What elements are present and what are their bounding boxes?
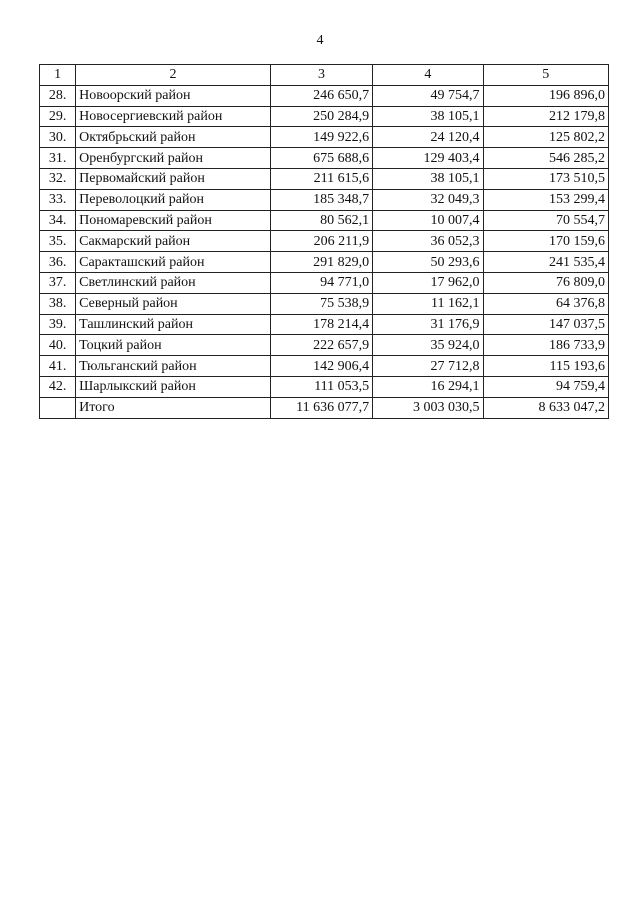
table-row — [40, 168, 609, 189]
value-col4: 31 176,9 — [373, 314, 483, 335]
value-col4: 129 403,4 — [373, 148, 483, 169]
total-district-name: Итого — [76, 397, 271, 418]
district-name: Переволоцкий район — [76, 189, 271, 210]
district-name: Тюльганский район — [76, 356, 271, 377]
value-col4: 38 105,1 — [373, 106, 483, 127]
row-number: 29. — [40, 106, 76, 127]
value-col3: 222 657,9 — [270, 335, 372, 356]
district-name: Северный район — [76, 293, 271, 314]
header-row — [40, 65, 609, 86]
value-col5: 70 554,7 — [483, 210, 608, 231]
table-row — [40, 356, 609, 377]
value-col3: 250 284,9 — [270, 106, 372, 127]
value-col5: 94 759,4 — [483, 376, 608, 397]
value-col4: 17 962,0 — [373, 272, 483, 293]
value-col3: 675 688,6 — [270, 148, 372, 169]
row-number: 39. — [40, 314, 76, 335]
row-number: 31. — [40, 148, 76, 169]
district-name: Новосергиевский район — [76, 106, 271, 127]
table-row — [40, 376, 609, 397]
total-value-col4: 3 003 030,5 — [373, 397, 483, 418]
district-name: Оренбургский район — [76, 148, 271, 169]
table-row — [40, 252, 609, 273]
header-cell-5: 5 — [483, 65, 608, 86]
value-col4: 35 924,0 — [373, 335, 483, 356]
row-number: 40. — [40, 335, 76, 356]
header-cell-1: 1 — [40, 65, 76, 86]
row-number: 28. — [40, 85, 76, 106]
value-col4: 36 052,3 — [373, 231, 483, 252]
value-col3: 149 922,6 — [270, 127, 372, 148]
row-number: 36. — [40, 252, 76, 273]
district-name: Ташлинский район — [76, 314, 271, 335]
table-row — [40, 189, 609, 210]
value-col3: 94 771,0 — [270, 272, 372, 293]
row-number: 32. — [40, 168, 76, 189]
value-col4: 38 105,1 — [373, 168, 483, 189]
row-number: 41. — [40, 356, 76, 377]
value-col3: 80 562,1 — [270, 210, 372, 231]
value-col3: 142 906,4 — [270, 356, 372, 377]
value-col5: 186 733,9 — [483, 335, 608, 356]
table-row — [40, 231, 609, 252]
header-cell-2: 2 — [76, 65, 271, 86]
value-col4: 10 007,4 — [373, 210, 483, 231]
value-col3: 291 829,0 — [270, 252, 372, 273]
table-row — [40, 85, 609, 106]
value-col5: 241 535,4 — [483, 252, 608, 273]
table-row — [40, 293, 609, 314]
value-col5: 64 376,8 — [483, 293, 608, 314]
value-col3: 185 348,7 — [270, 189, 372, 210]
value-col5: 212 179,8 — [483, 106, 608, 127]
row-number: 33. — [40, 189, 76, 210]
table-row — [40, 127, 609, 148]
value-col5: 173 510,5 — [483, 168, 608, 189]
value-col3: 206 211,9 — [270, 231, 372, 252]
total-row — [40, 397, 609, 418]
page-number: 4 — [316, 33, 324, 48]
district-name: Тоцкий район — [76, 335, 271, 356]
table-row — [40, 210, 609, 231]
value-col4: 11 162,1 — [373, 293, 483, 314]
row-number: 30. — [40, 127, 76, 148]
value-col5: 196 896,0 — [483, 85, 608, 106]
data-table — [39, 64, 609, 419]
district-name: Светлинский район — [76, 272, 271, 293]
value-col4: 32 049,3 — [373, 189, 483, 210]
value-col3: 111 053,5 — [270, 376, 372, 397]
table-row — [40, 314, 609, 335]
value-col5: 125 802,2 — [483, 127, 608, 148]
total-value-col3: 11 636 077,7 — [270, 397, 372, 418]
district-name: Октябрьский район — [76, 127, 271, 148]
row-number: 35. — [40, 231, 76, 252]
district-name: Шарлыкский район — [76, 376, 271, 397]
value-col3: 178 214,4 — [270, 314, 372, 335]
table-row — [40, 335, 609, 356]
value-col5: 546 285,2 — [483, 148, 608, 169]
header-cell-4: 4 — [373, 65, 483, 86]
value-col4: 50 293,6 — [373, 252, 483, 273]
value-col5: 153 299,4 — [483, 189, 608, 210]
value-col3: 246 650,7 — [270, 85, 372, 106]
row-number: 34. — [40, 210, 76, 231]
district-name: Новоорский район — [76, 85, 271, 106]
total-row-number — [40, 397, 76, 418]
district-name: Сакмарский район — [76, 231, 271, 252]
header-cell-3: 3 — [270, 65, 372, 86]
district-name: Первомайский район — [76, 168, 271, 189]
table-row — [40, 148, 609, 169]
value-col4: 24 120,4 — [373, 127, 483, 148]
value-col5: 147 037,5 — [483, 314, 608, 335]
total-value-col5: 8 633 047,2 — [483, 397, 608, 418]
row-number: 38. — [40, 293, 76, 314]
table-row — [40, 272, 609, 293]
district-name: Пономаревский район — [76, 210, 271, 231]
value-col3: 211 615,6 — [270, 168, 372, 189]
value-col5: 115 193,6 — [483, 356, 608, 377]
value-col4: 16 294,1 — [373, 376, 483, 397]
row-number: 42. — [40, 376, 76, 397]
value-col5: 170 159,6 — [483, 231, 608, 252]
value-col4: 27 712,8 — [373, 356, 483, 377]
table-row — [40, 106, 609, 127]
row-number: 37. — [40, 272, 76, 293]
table-body — [40, 85, 609, 418]
value-col5: 76 809,0 — [483, 272, 608, 293]
value-col3: 75 538,9 — [270, 293, 372, 314]
value-col4: 49 754,7 — [373, 85, 483, 106]
district-name: Саракташский район — [76, 252, 271, 273]
